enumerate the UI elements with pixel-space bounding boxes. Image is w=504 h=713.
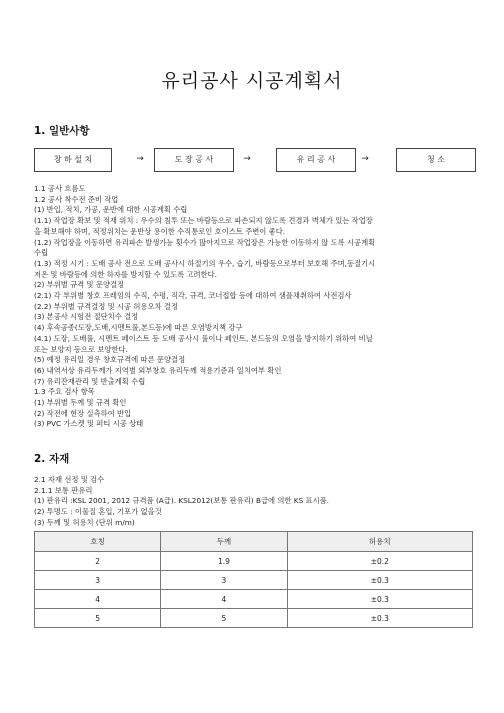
table-row (35, 552, 473, 571)
text-line: (1.1) 작업장 확보 및 적재 위치 : 우수의 침투 또는 바람등으로 파손되지 않도록 견경과 벽체가 있는 작업장 (34, 216, 373, 226)
general-body-text (34, 184, 474, 430)
text-line: (2) 작전에 현장 실측하여 반입 (34, 408, 132, 418)
column-header: 호칭 (35, 532, 161, 552)
text-line: 1.1 공사 흐름도 (34, 184, 86, 193)
flow-step: 유 리 공 사 (276, 148, 356, 172)
text-line: (3) 두께 및 허용치 (단위 m/m) (34, 517, 135, 527)
table-cell: ±0.3 (287, 571, 472, 590)
table-cell: 3 (161, 571, 287, 590)
table-cell: 5 (35, 609, 161, 628)
table-cell: 4 (161, 590, 287, 609)
table-header-row (35, 532, 473, 552)
text-line: (3) PVC 가스켓 및 퍼티 시공 상태 (34, 419, 144, 429)
text-line: (7) 유리잔재관리 및 반출계획 수립 (34, 376, 146, 386)
flow-step: 창 하 설 치 (34, 148, 112, 172)
table-cell: ±0.3 (287, 609, 472, 628)
text-line: (1.2) 작업장을 이동하면 유리파손 발생가능 횟수가 많아지므로 작업장은 가능한 이동하지 않 도록 시공계획 (34, 237, 376, 247)
text-line: (4) 후속공종(도장,도배,시멘트풀,본드등)에 따른 오염방지책 강구 (34, 323, 243, 333)
text-line: 또는 보양지 등으로 보양한다. (34, 344, 128, 354)
text-line: (1) 판유리 :KSL 2001, 2012 규격품 (A급). KSL2012(보통 판유리) B급에 의한 KS 표시품. (34, 496, 329, 506)
text-line: (2) 투명도 : 이물질 혼입, 기포가 없을것 (34, 507, 162, 517)
text-line: (2.2) 부위별 규격결정 및 시공 허용오차 결정 (34, 301, 178, 311)
text-line: (2.1) 각 부위별 창호 프레임의 수직, 수평, 직각, 규격, 코너접합 등에 대하여 샘플채취하여 사전검사 (34, 291, 352, 301)
text-line: 저온 및 바람등에 의한 하자를 방지할 수 있도록 고려한다. (34, 269, 217, 279)
text-line: 2.1.1 보통 판유리 (34, 485, 93, 495)
table-cell: 2 (35, 552, 161, 571)
section-heading-general: 1. 일반사항 (34, 125, 90, 137)
flow-arrow: → (136, 154, 144, 164)
column-header: 두께 (161, 532, 287, 552)
table-cell: 3 (35, 571, 161, 590)
text-line: (6) 내역서상 유리두께가 지역별 외부창호 유리두께 적용기준과 일치여부 확인 (34, 365, 282, 375)
table-row (35, 571, 473, 590)
text-line: 수립 (34, 248, 49, 258)
table-cell: 4 (35, 590, 161, 609)
table-cell: ±0.3 (287, 590, 472, 609)
text-line: (1.3) 적정 시기 : 도배 공사 전으로 도배 공사시 하절기의 우수, 습기, 바람등으로부터 보호해 주며,동절기시 (34, 258, 376, 268)
text-line: (2) 부위별 규격 및 문양결정 (34, 280, 125, 290)
flow-step: 도 장 공 사 (154, 148, 234, 172)
flow-step: 청 소 (396, 148, 476, 172)
table-row (35, 609, 473, 628)
text-line: 을 확보해야 하며, 적정위치는 운반상 용이한 수직통로인 호이스트 주변이 좋다. (34, 226, 286, 236)
flow-arrow: → (243, 154, 251, 164)
table-cell: 1.9 (161, 552, 287, 571)
section-heading-materials: 2. 자재 (34, 453, 70, 465)
thickness-tolerance-table (34, 531, 473, 628)
table-row (35, 590, 473, 609)
materials-body-text (34, 475, 474, 529)
text-line: (5) 예정 유리일 경우 창호규격에 따른 문양결정 (34, 355, 186, 365)
column-header: 허용치 (287, 532, 472, 552)
text-line: (4.1) 도장, 도배풀, 시멘트 페이스트 등 도배 공사시 풀이나 페인트, 본드등의 오염을 방지하기 위하여 비닐 (34, 333, 373, 343)
text-line: 1.2 공사 착수전 준비 작업 (34, 194, 119, 204)
table-cell: 5 (161, 609, 287, 628)
page-title: 유리공사 시공계획서 (161, 70, 343, 92)
text-line: (1) 반입, 적치, 가공, 운반에 대한 시공계획 수립 (34, 205, 188, 215)
table-cell: ±0.2 (287, 552, 472, 571)
text-line: 2.1 자재 선정 및 검수 (34, 475, 105, 484)
text-line: (1) 부위별 두께 및 규격 확인 (34, 398, 127, 408)
flow-arrow: → (361, 154, 369, 164)
text-line: 1.3 주요 검사 항목 (34, 387, 95, 397)
process-flow (34, 148, 474, 172)
text-line: (3) 본공사 시험전 절단치수 결정 (34, 312, 139, 322)
